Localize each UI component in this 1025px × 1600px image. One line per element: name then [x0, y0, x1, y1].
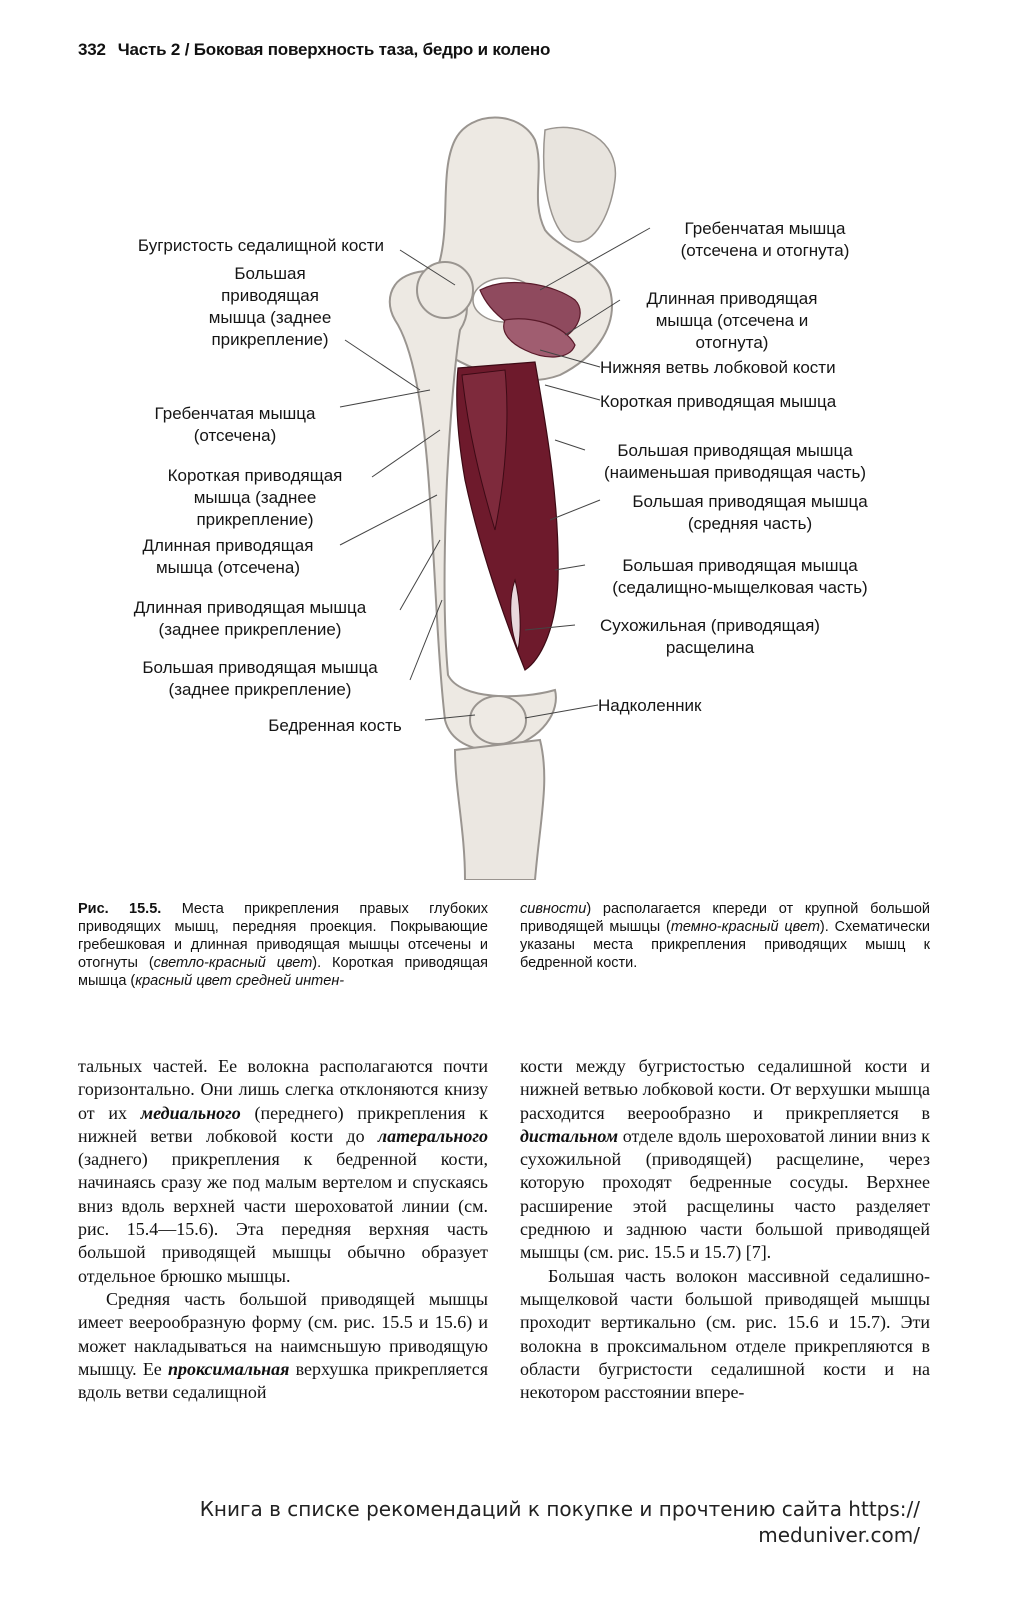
paragraph	[520, 1055, 930, 1265]
figure-caption-col2	[520, 900, 930, 972]
paragraph	[78, 1288, 488, 1404]
label-adductor-magnus-posterior-2: Большая приводящая мышца (заднее прикрепление)	[142, 658, 378, 699]
label-femur: Бедренная кость	[268, 716, 402, 735]
caption-italic: красный цвет средней интен-	[135, 973, 345, 989]
label-adductor-hiatus: Сухожильная (приводящая) расщелина	[600, 616, 820, 657]
label-adductor-brevis-posterior: Короткая приводящая мышца (заднее прикрепление)	[167, 466, 343, 529]
body-column-1	[78, 1055, 488, 1404]
running-title: Часть 2 / Боковая поверхность таза, бедро и колено	[117, 40, 551, 59]
paragraph: Большая часть волокон массивной седалишно-мыщелковой части большой приводящей мышцы проходит вертикально (см. рис. 15.6 и 15.7). Эти волокна в проксимальном отделе прикрепляются в области бугристости седалишной кости и на некотором расстоянии впере-	[520, 1265, 930, 1403]
paragraph	[78, 1055, 488, 1288]
text-run: (заднего) прикрепления к бедренной кости, начинаясь сразу же под малым вертелом и спускаясь вниз вдоль верхней части шероховатой линии (см. рис. 15.4—15.6). Эта передняя верхняя часть большой приводящей мышцы обычно образует отдельное брюшко мышцы.	[78, 1149, 488, 1286]
footer-watermark	[200, 1496, 920, 1548]
text-run: Средняя часть большой приводящей мышцы имеет веерообразную форму (см. рис. 15.5 и 15.6) и может накладываться на наимсньшую приводящую мышцу. Ее	[78, 1288, 488, 1379]
caption-text: ). Короткая приводящая мышца (	[78, 955, 488, 989]
femoral-head	[417, 262, 473, 318]
caption-italic: темно-красный цвет	[670, 919, 820, 935]
caption-text: ). Схематически указаны места прикрепления приводящих мышц к бедренной кости.	[520, 919, 930, 971]
figure-label: Рис. 15.5.	[78, 901, 162, 917]
caption-text: Места прикрепления правых глубоких приводящих мышц, передняя проекция. Покрывающие гребешковая и длинная приводящая мышцы отсечены и отогнуты (	[78, 901, 488, 971]
label-adductor-longus-posterior: Длинная приводящая мышца (заднее прикрепление)	[133, 598, 367, 639]
text-run: тальных частей. Ее волокна располагаются почти горизонтально. Они лишь слегка отклоняются книзу от их	[78, 1056, 488, 1123]
label-adductor-brevis: Короткая приводящая мышца	[600, 392, 837, 411]
anatomy-figure	[0, 100, 1025, 880]
label-patella: Надколенник	[598, 696, 702, 715]
emphasis: медиального	[140, 1102, 241, 1123]
label-adductor-magnus-ischiocondylar: Большая приводящая мышца (седалищно-мыщелковая часть)	[612, 556, 868, 597]
caption-text: ) располагается кпереди от крупной большой приводящей мышцы (	[520, 901, 930, 935]
footer-link[interactable]: meduniver.com/	[758, 1523, 920, 1547]
emphasis: проксимальная	[167, 1358, 290, 1379]
text-run: (переднего) прикрепления к нижней ветви лобковой кости до	[78, 1102, 488, 1146]
label-pectineus-cut: Гребенчатая мышца (отсечена)	[154, 404, 316, 445]
label-ischial-tuberosity: Бугристость седалищной кости	[137, 236, 385, 255]
sacrum-bone	[544, 127, 616, 241]
text-run: отделе вдоль шероховатой линии вниз к сухожильной (приводящей) расщелине, через которую проходят бедренные сосуды. Верхнее расширение этой расщелины часто разделяет среднюю и заднюю части большой приводящей мышцы (см. рис. 15.5 и 15.7) [7].	[520, 1125, 930, 1263]
label-pectineus-reflected: Гребенчатая мышца (отсечена и отогнута)	[680, 219, 850, 260]
patella-bone	[470, 696, 526, 744]
body-column-2	[520, 1055, 930, 1404]
label-adductor-minimus: Большая приводящая мышца (наименьшая приводящая часть)	[603, 441, 867, 482]
figure-caption-col1	[78, 900, 488, 990]
label-adductor-magnus-middle: Большая приводящая мышца (средняя часть)	[632, 492, 868, 533]
label-adductor-magnus-posterior: Большая приводящая мышца (заднее прикрепление)	[208, 264, 332, 349]
text-run: кости между бугристостью седалишной кости и нижней ветвью лобковой кости. От верхушки мышца расходится веерообразно и прикрепляется в	[520, 1056, 930, 1123]
caption-italic: сивности	[520, 901, 587, 917]
label-inferior-pubic-ramus: Нижняя ветвь лобковой кости	[600, 358, 836, 377]
running-header	[78, 40, 550, 60]
tibia-bone	[455, 740, 544, 880]
label-adductor-longus-reflected: Длинная приводящая мышца (отсечена и отогнута)	[646, 289, 818, 352]
footer-line-1: Книга в списке рекомендаций к покупке и прочтению сайта https://	[199, 1497, 920, 1521]
caption-italic: светло-красный цвет	[153, 955, 313, 971]
emphasis: дистальном	[520, 1125, 619, 1146]
emphasis: латерального	[377, 1125, 488, 1146]
page-number: 332	[78, 40, 106, 59]
label-adductor-longus-cut: Длинная приводящая мышца (отсечена)	[142, 536, 314, 577]
text-run: верхушка прикрепляется вдоль ветви седалищной	[78, 1358, 488, 1403]
